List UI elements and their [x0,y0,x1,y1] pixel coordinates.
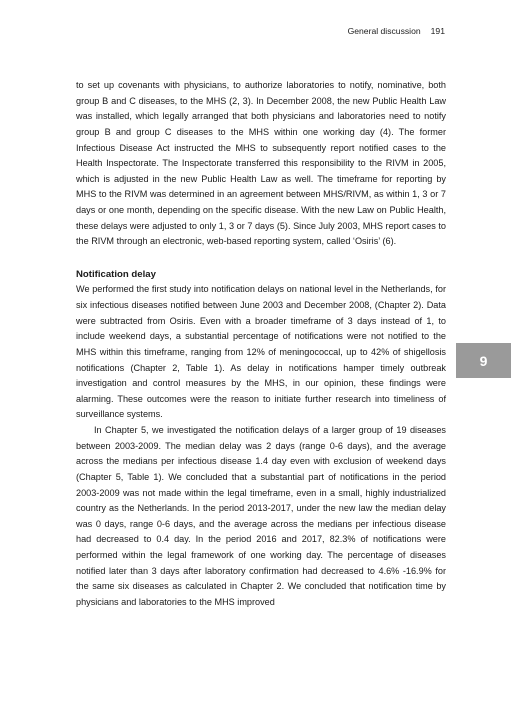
paragraph-notification-delay-1: We performed the first study into notification delays on national level in the Netherlands, for six infectious diseases notified between June 2003 and December 2008, (Chapter 2). Data were subtracted from Osiris. Even with a broader timeframe of 3 days instead of 1, to include weekend days, a substantial percentage of notifications were not notified to the MHS within this timeframe, ranging from 12% of meningococcal, up to 42% of shigellosis notifications (Chapter 2, Table 1). As delay in notifications hamper timely outbreak investigation and control measures by the MHS, in our opinion, these findings were alarming. These outcomes were the reason to initiate further research into timeliness of surveillance systems. [76,284,446,420]
page-body [76,78,446,611]
chapter-tab [456,343,511,378]
paragraph-notification-delay-2: In Chapter 5, we investigated the notification delays of a larger group of 19 diseases between 2003-2009. The median delay was 2 days (range 0-6 days), and the average across the medians per infectious disease 1.4 day even with exclusion of weekend days (Chapter 5, Table 1). We concluded that a substantial part of notifications in the period 2003-2009 was not made within the legal timeframe, even in a small, highly industrialized country as the Netherlands. In the period 2013-2017, under the new law the median delay was 0 days, range 0-6 days, and the average across the medians per infectious disease had decreased to 0.4 day. In the period 2016 and 2017, 82.3% of notifications were performed within the legal framework of one working day. The percentage of diseases notified later than 3 days after laboratory confirmation had decreased to 4.6% -16.9% for the same six diseases as calculated in Chapter 2. We concluded that notification time by physicians and laboratories to the MHS improved [76,425,446,607]
running-header [348,26,445,36]
section-title: General discussion [347,26,421,36]
chapter-number: 9 [479,352,488,369]
section-heading: Notification delay [76,268,156,280]
page-number: 191 [430,26,445,36]
paragraph-intro: to set up covenants with physicians, to authorize laboratories to notify, nominative, both group B and C diseases, to the MHS (2, 3). In December 2008, the new Public Health Law was installed, which legally arranged that both physicians and laboratories need to notify group B and group C diseases to the MHS within one working day (4). The former Infectious Disease Act instructed the MHS to subsequently report notified cases to the Health Inspectorate. The Inspectorate transferred this responsibility to the RIVM in 2005, which is adjusted in the new Public Health Law as well. The timeframe for reporting by MHS to the RIVM was determined in an agreement between MHS/RIVM, as within 1, 3 or 7 days or one month, depending on the specific disease. With the new Law on Public Health, these delays were adjusted to only 1, 3 or 7 days (5). Since July 2003, MHS report cases to the RIVM through an electronic, web-based reporting system, called ‘Osiris’ (6). [76,80,446,247]
